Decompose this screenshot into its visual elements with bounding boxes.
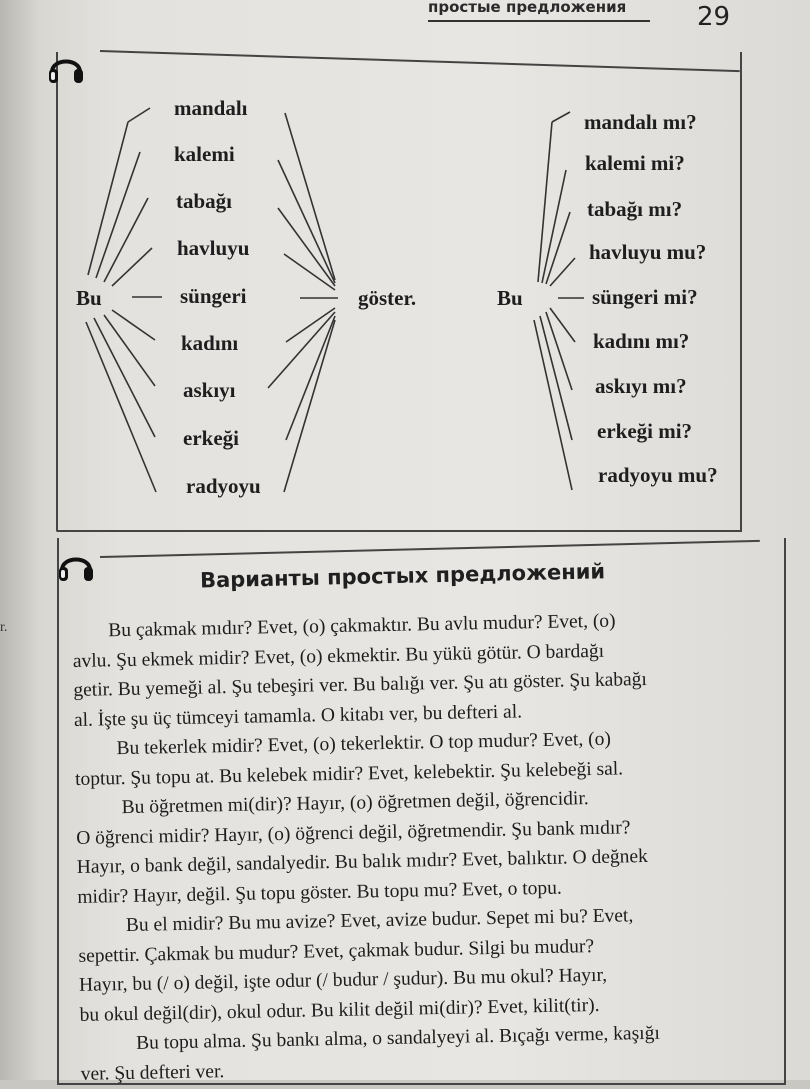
right-question-askiyi: askıyı mı? [595, 374, 687, 398]
text-line: ver. Şu defteri ver. [80, 1060, 225, 1085]
text-line: Bu çakmak mıdır? Evet, (o) çakmaktır. Bu avlu mudur? Evet, (o) [108, 610, 616, 642]
text-line: Bu topu alma. Şu bankı alma, o sandalyeyi al. Bıçağı verme, kaşığı [135, 1022, 660, 1054]
left-object-radyoyu: radyoyu [186, 474, 261, 498]
text-line: Bu öğretmen mi(dir)? Hayır, (o) öğretmen değil, öğrencidir. [121, 788, 589, 819]
left-subject-bu: Bu [76, 286, 102, 310]
text-line: avlu. Şu ekmek midir? Evet, (o) ekmektir. Bu yükü götür. O bardağı [72, 640, 605, 672]
right-question-kalemi: kalemi mi? [585, 151, 685, 175]
right-subject-bu: Bu [497, 286, 523, 310]
text-line: midir? Hayır, değil. Şu topu göster. Bu topu mu? Evet, o topu. [77, 877, 563, 908]
page-number: 29 [697, 2, 731, 32]
text-line: Bu tekerlek midir? Evet, (o) tekerlektir. O top mudur? Evet, (o) [116, 728, 612, 760]
left-object-mandali: mandalı [174, 96, 248, 120]
headphones-icon [56, 546, 96, 586]
variants-text [72, 604, 781, 1089]
left-object-kadini: kadını [181, 331, 239, 355]
drill-connector-lines [0, 0, 810, 540]
right-question-tabagi: tabağı mı? [587, 197, 683, 221]
text-line: Hayır, bu (/ o) değil, işte odur (/ budur / şudur). Bu mu okul? Hayır, [78, 964, 608, 996]
margin-mark: r. [0, 620, 8, 635]
right-question-havluyu: havluyu mu? [589, 240, 707, 264]
text-line: toptur. Şu topu at. Bu kelebek midir? Evet, kelebektir. Şu kelebeği sal. [74, 757, 624, 790]
left-object-havluyu: havluyu [177, 236, 250, 260]
right-question-erkegi: erkeği mi? [597, 419, 693, 443]
right-question-radyoyu: radyoyu mu? [598, 463, 718, 487]
left-object-askiyi: askıyı [183, 378, 236, 402]
right-question-kadini: kadını mı? [593, 329, 690, 353]
running-title: простые предложения [428, 0, 650, 22]
left-object-kalemi: kalemi [174, 142, 235, 166]
text-line: Hayır, o bank değil, sandalyedir. Bu balık mıdır? Evet, balıktır. O değnek [76, 845, 648, 878]
text-line: al. İşte şu üç tümceyi tamamla. O kitabı ver, bu defteri al. [73, 700, 523, 731]
text-line: O öğrenci midir? Hayır, (o) öğrenci değil, öğretmendir. Şu bank mıdır? [76, 816, 631, 849]
right-question-mandali: mandalı mı? [584, 110, 697, 134]
text-line: bu okul değil(dir), okul odur. Bu kilit değil mi(dir)? Evet, kilit(tir). [79, 994, 600, 1026]
left-object-sungeri: süngeri [180, 284, 247, 308]
text-line: sepettir. Çakmak bu mudur? Evet, çakmak budur. Silgi bu mudur? [78, 935, 595, 967]
right-question-sungeri: süngeri mi? [592, 285, 698, 309]
verb-goster: göster. [358, 286, 417, 310]
text-line: getir. Bu yemeği al. Şu tebeşiri ver. Bu balığı ver. Şu atı göster. Şu kabağı [73, 668, 648, 701]
left-object-tabagi: tabağı [176, 189, 233, 213]
text-line: Bu el midir? Bu mu avize? Evet, avize budur. Sepet mi bu? Evet, [125, 905, 634, 937]
section-title: Варианты простых предложений [199, 559, 606, 593]
left-object-erkegi: erkeği [183, 426, 239, 450]
